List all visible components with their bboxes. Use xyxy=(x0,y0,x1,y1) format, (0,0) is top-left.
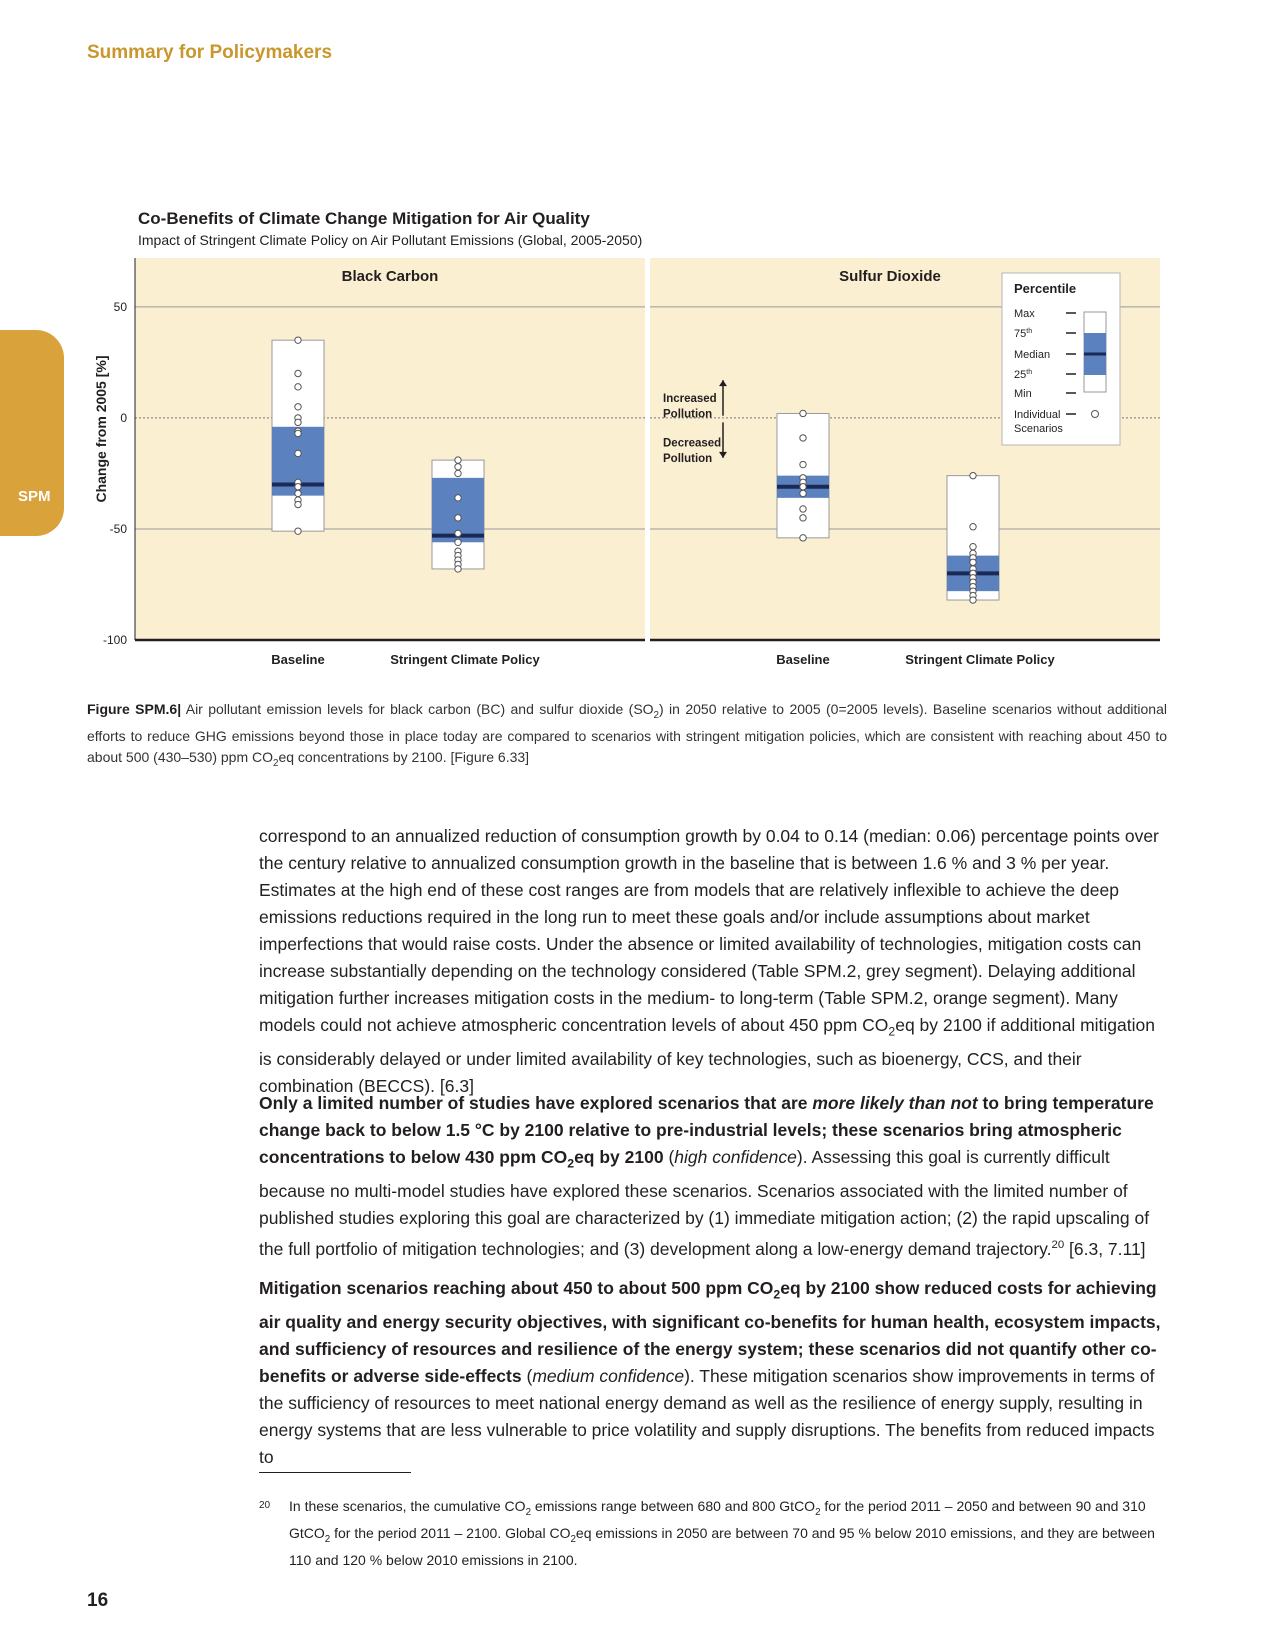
x-category-label: Baseline xyxy=(271,652,325,667)
decreased-pollution-label: Pollution xyxy=(663,452,713,465)
caption-sub-1: 2 xyxy=(653,709,659,721)
legend-item-label: Min xyxy=(1014,388,1032,400)
scenario-point xyxy=(970,524,976,530)
p2-sub: 2 xyxy=(567,1156,575,1171)
caption-separator: | xyxy=(177,701,182,717)
fn-text-5: eq emissions in 2050 are between 70 and 95 % below 2010 emissions, and they are between 110 and 120 % below 2010 emissions in 2100. xyxy=(289,1524,1155,1568)
caption-text-3: eq concentrations by 2100. [Figure 6.33] xyxy=(278,748,530,765)
scenario-point xyxy=(455,566,461,572)
scenario-point xyxy=(455,515,461,521)
p1-text-a: correspond to an annualized reduction of consumption growth by 0.04 to 0.14 (median: 0.06) percentage points over the century relative to annualized consumption growth in the baseline that is between 1.6 % and 3 % per year. Estimates at the high end of these cost ranges are from models that are relatively inflexible to achieve the deep emissions reductions required in the long run to meet these goals and/or include assumptions about market imperfections that would raise costs. Under the absence or limited availability of technologies, mitigation costs can increase substantially depending on the technology considered (Table SPM.2, grey segment). Delaying additional mitigation further increases mitigation costs in the medium- to long-term (Table SPM.2, orange segment). Many models could not achieve atmospheric concentration levels of about 450 ppm CO xyxy=(259,826,1159,1035)
figure-title: Co-Benefits of Climate Change Mitigation for Air Quality xyxy=(138,209,590,228)
scenario-point xyxy=(455,464,461,470)
y-tick-label: -50 xyxy=(109,521,127,536)
scenario-point xyxy=(295,490,301,496)
scenario-point xyxy=(800,435,806,441)
fn-text-1: In these scenarios, the cumulative CO xyxy=(289,1498,526,1514)
p2-bold-1: Only a limited number of studies have explored scenarios that are xyxy=(259,1093,813,1113)
caption-text-2: ) in 2050 relative to 2005 (0=2005 levels). Baseline scenarios without additional efforts to reduce GHG emissions beyond those in place today are compared to scenarios with stringent mitigation policies, which are consistent with reaching about 450 to about 500 (430–530) ppm CO xyxy=(87,701,1167,765)
scenario-point xyxy=(455,530,461,536)
fn-sub-3: 2 xyxy=(324,1533,331,1545)
legend-scenarios-label: Individual xyxy=(1014,409,1061,421)
footnote-divider xyxy=(259,1472,411,1473)
p3-sub: 2 xyxy=(773,1287,781,1302)
scenario-point xyxy=(455,539,461,545)
decreased-pollution-label: Decreased xyxy=(663,437,722,450)
scenario-point xyxy=(800,506,806,512)
p2-bold-2: to bring temperature change back to below 1.5 °C by 2100 relative to pre-industrial levels; these scenarios bring atmospheric concentrations to below 430 ppm CO xyxy=(259,1093,1154,1167)
scenario-point xyxy=(295,450,301,456)
legend-item-label: 25th xyxy=(1014,369,1033,381)
fn-text-2: emissions range between 680 and 800 GtCO xyxy=(531,1498,816,1514)
scenario-point xyxy=(295,419,301,425)
caption-label: Figure SPM.6 xyxy=(87,701,178,717)
y-tick-label: 50 xyxy=(113,299,127,314)
running-title: Summary for Policymakers xyxy=(87,42,333,63)
scenario-point xyxy=(295,404,301,410)
x-category-label: Stringent Climate Policy xyxy=(905,652,1055,667)
panel-background-0 xyxy=(135,258,645,640)
scenario-point xyxy=(970,559,976,565)
p3-bold-1: Mitigation scenarios reaching about 450 to about 500 ppm CO xyxy=(259,1278,774,1298)
legend-item-label: 75th xyxy=(1014,328,1033,340)
footnote-number: 20 xyxy=(259,1500,271,1511)
p3-paren: ( xyxy=(521,1365,533,1386)
p2-rest: ). Assessing this goal is currently difficult because no multi-model studies have explored these scenarios. Scenarios associated with the limited number of published studies exploring this goal are characterized by (1) immediate mitigation action; (2) the rapid upscaling of the full portfolio of mitigation technologies; and (3) development along a low-energy demand trajectory. xyxy=(259,1147,1150,1259)
scenario-point xyxy=(970,597,976,603)
figure-caption xyxy=(87,699,1167,774)
x-category-label: Baseline xyxy=(776,652,830,667)
page-number: 16 xyxy=(87,1590,109,1611)
increased-pollution-label: Increased xyxy=(663,392,717,405)
y-axis-label: Change from 2005 [%] xyxy=(93,355,109,503)
scenario-point xyxy=(800,535,806,541)
fn-sub-2: 2 xyxy=(815,1506,821,1518)
panel-title: Sulfur Dioxide xyxy=(839,268,941,285)
legend-title: Percentile xyxy=(1014,281,1077,296)
legend-scenario-point xyxy=(1092,411,1099,418)
scenario-point xyxy=(455,495,461,501)
x-category-label: Stringent Climate Policy xyxy=(390,652,540,667)
increased-pollution-label: Pollution xyxy=(663,408,713,421)
scenario-point xyxy=(970,472,976,478)
figure-subtitle: Impact of Stringent Climate Policy on Air Pollutant Emissions (Global, 2005-2050) xyxy=(138,232,643,248)
p2-ref: [6.3, 7.11] xyxy=(1064,1238,1146,1259)
scenario-point xyxy=(970,544,976,550)
p1-text-b: eq by 2100 if additional mitigation is considerably delayed or under limited availability of key technologies, such as bioenergy, CCS, and their combination (BECCS). [6.3] xyxy=(259,1015,1155,1096)
body-paragraph-3 xyxy=(259,1275,1169,1471)
legend-item-label: Median xyxy=(1014,349,1051,361)
scenario-point xyxy=(800,515,806,521)
scenario-point xyxy=(800,461,806,467)
box-plot-chart xyxy=(80,255,1175,675)
scenario-point xyxy=(295,430,301,436)
legend-scenarios-label: Scenarios xyxy=(1014,423,1063,435)
fn-sub-4: 2 xyxy=(570,1533,576,1545)
p3-italic: medium confidence xyxy=(532,1365,685,1386)
p3-rest: ). These mitigation scenarios show improvements in terms of the sufficiency of resources to meet national energy demand as well as the resilience of energy supply, resulting in energy systems that are less vulnerable to price volatility and supply disruptions. The benefits from reduced impacts to xyxy=(259,1365,1155,1467)
scenario-point xyxy=(800,484,806,490)
scenario-point xyxy=(295,484,301,490)
scenario-point xyxy=(295,384,301,390)
fn-text-4: for the period 2011 – 2100. Global CO xyxy=(330,1524,571,1541)
scenario-point xyxy=(295,337,301,343)
y-tick-label: 0 xyxy=(120,410,127,425)
p2-bold-italic: more likely than not xyxy=(812,1093,978,1113)
spm-section-tab[interactable] xyxy=(0,330,64,536)
spm-tab-label: SPM xyxy=(18,488,51,505)
scenario-point xyxy=(295,370,301,376)
p2-italic: high confidence xyxy=(674,1147,797,1167)
p3-bold-2: eq by 2100 show reduced costs for achieving air quality and energy security objectives, with significant co-benefits for human health, ecosystem impacts, and sufficiency of resources and resilience of the energy system; these scenarios did not quantify other co-benefits or adverse side-effects xyxy=(259,1278,1161,1386)
scenario-point xyxy=(295,501,301,507)
body-paragraph-2 xyxy=(259,1090,1169,1262)
fn-text-3: for the period 2011 – 2050 and between 90 and 310 GtCO xyxy=(289,1498,1146,1541)
scenario-point xyxy=(295,528,301,534)
p2-bold-3: eq by 2100 xyxy=(574,1147,664,1167)
legend-item-sup: th xyxy=(1026,369,1033,376)
caption-text-1: Air pollutant emission levels for black carbon (BC) and sulfur dioxide (SO xyxy=(181,701,654,717)
legend-item-label: Max xyxy=(1014,308,1035,320)
panel-title: Black Carbon xyxy=(341,268,439,285)
legend-item-sup: th xyxy=(1026,328,1033,335)
scenario-point xyxy=(455,470,461,476)
fn-sub-1: 2 xyxy=(525,1506,532,1518)
caption-sub-2: 2 xyxy=(273,757,279,769)
scenario-point xyxy=(455,457,461,463)
scenario-point xyxy=(800,410,806,416)
footnote-ref-20[interactable]: 20 xyxy=(1051,1238,1065,1251)
body-paragraph-1 xyxy=(259,823,1169,1100)
footnote-20 xyxy=(259,1496,1169,1570)
scenario-point xyxy=(800,490,806,496)
p1-sub: 2 xyxy=(888,1024,896,1039)
p2-paren: ( xyxy=(663,1147,675,1167)
y-tick-label: -100 xyxy=(102,633,127,647)
